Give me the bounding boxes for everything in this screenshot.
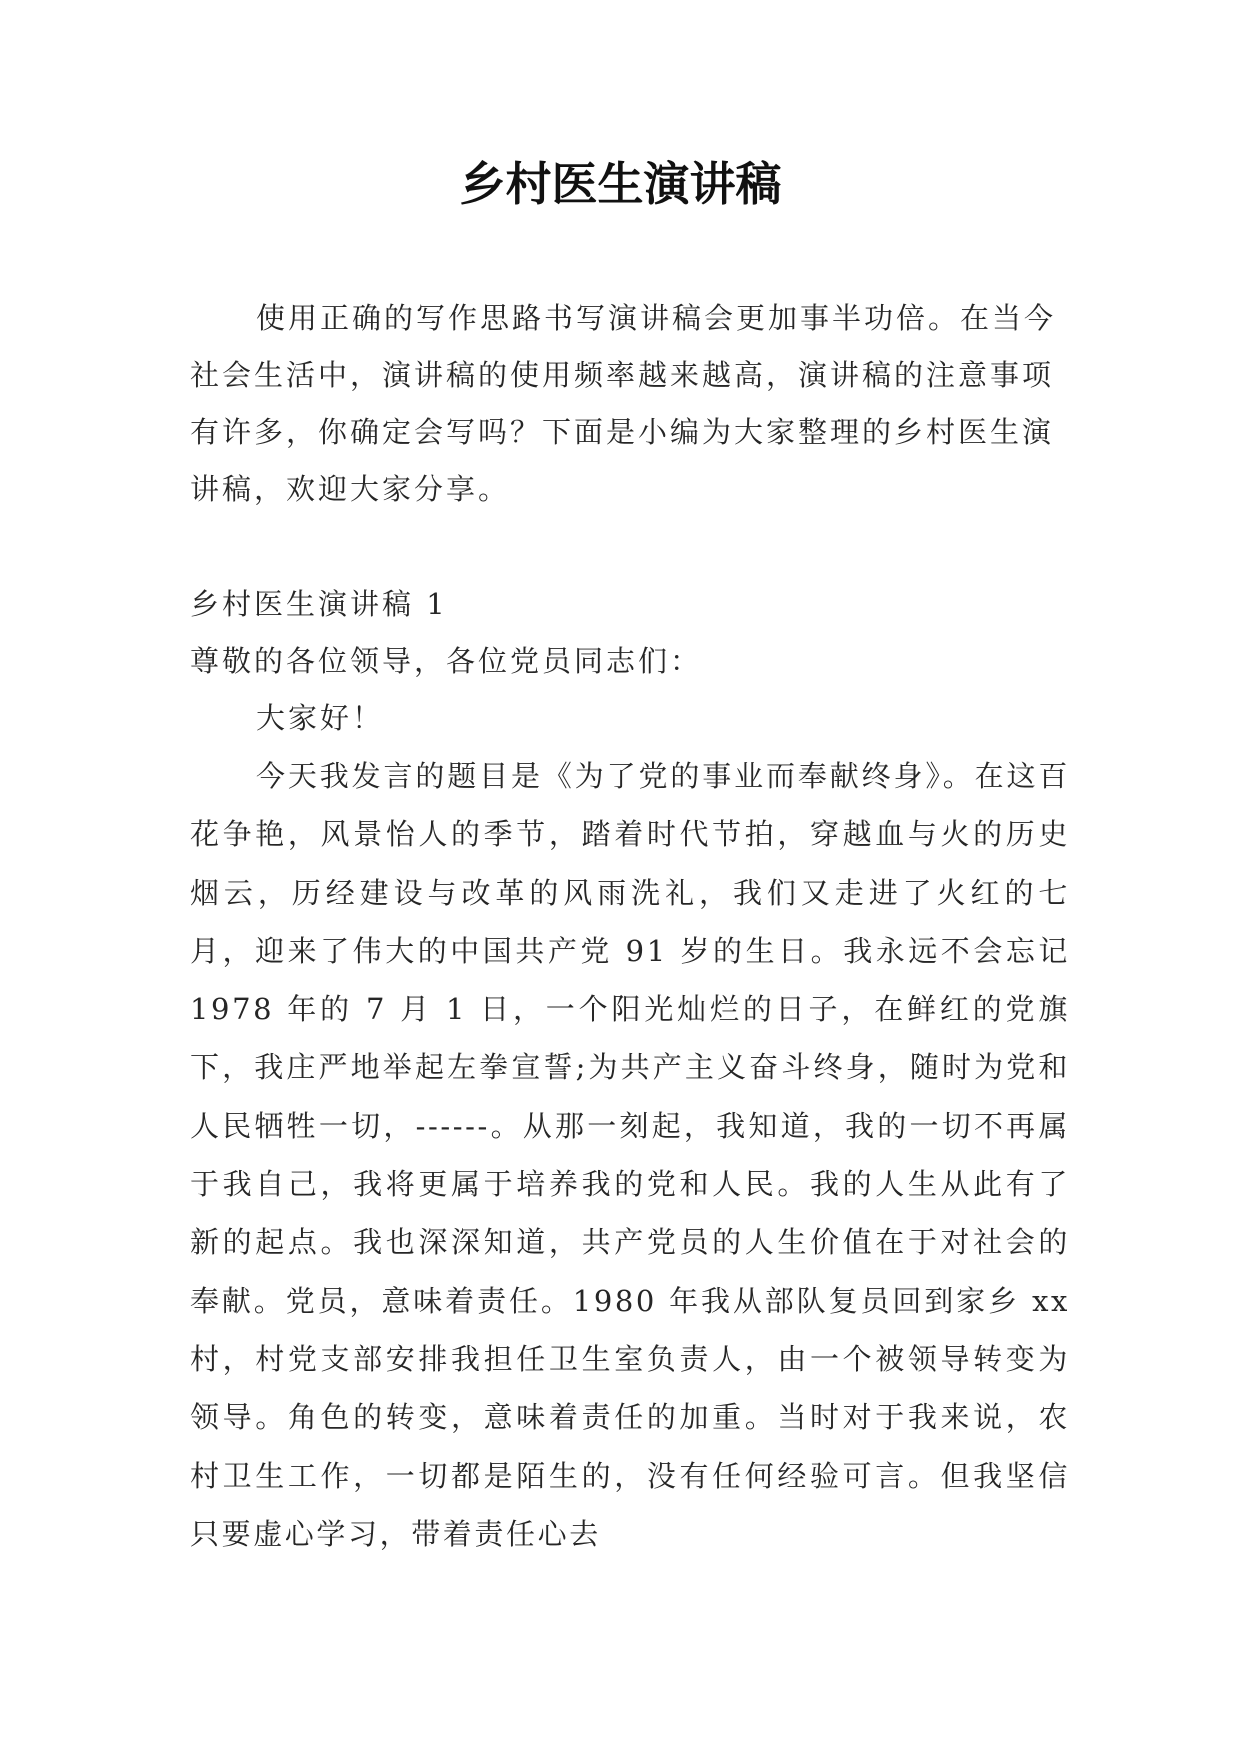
document-title: 乡村医生演讲稿 (459, 157, 782, 211)
greeting-line: 大家好！ (256, 701, 385, 735)
section-title: 乡村医生演讲稿 1 (190, 587, 448, 621)
document-content (190, 290, 1070, 1563)
intro-paragraph: 使用正确的写作思路书写演讲稿会更加事半功倍。在当今社会生活中，演讲稿的使用频率越来越高，演讲稿的注意事项有许多，你确定会写吗？下面是小编为大家整理的乡村医生演讲稿，欢迎大家分享。 (190, 301, 1057, 506)
body-paragraph: 今天我发言的题目是《为了党的事业而奉献终身》。在这百花争艳，风景怡人的季节，踏着时代节拍，穿越血与火的历史烟云，历经建设与改革的风雨洗礼，我们又走进了火红的七月，迎来了伟大的中国共产党 91 岁的生日。我永远不会忘记 1978 年的 7 月 1 日，一个阳光灿烂的日子，在鲜红的党旗下，我庄严地举起左拳宣誓;为共产主义奋斗终身，随时为党和人民牺牲一切，------。从那一刻起，我知道，我的一切不再属于我自己，我将更属于培养我的党和人民。我的人生从此有了新的起点。我也深深知道，共产党员的人生价值在于对社会的奉献。党员，意味着责任。1980 年我从部队复员回到家乡 xx 村，村党支部安排我担任卫生室负责人，由一个被领导转变为领导。角色的转变，意味着责任的加重。当时对于我来说，农村卫生工作，一切都是陌生的，没有任何经验可言。但我坚信只要虚心学习，带着责任心去 (190, 759, 1070, 1551)
salutation-line: 尊敬的各位领导，各位党员同志们： (190, 644, 703, 678)
